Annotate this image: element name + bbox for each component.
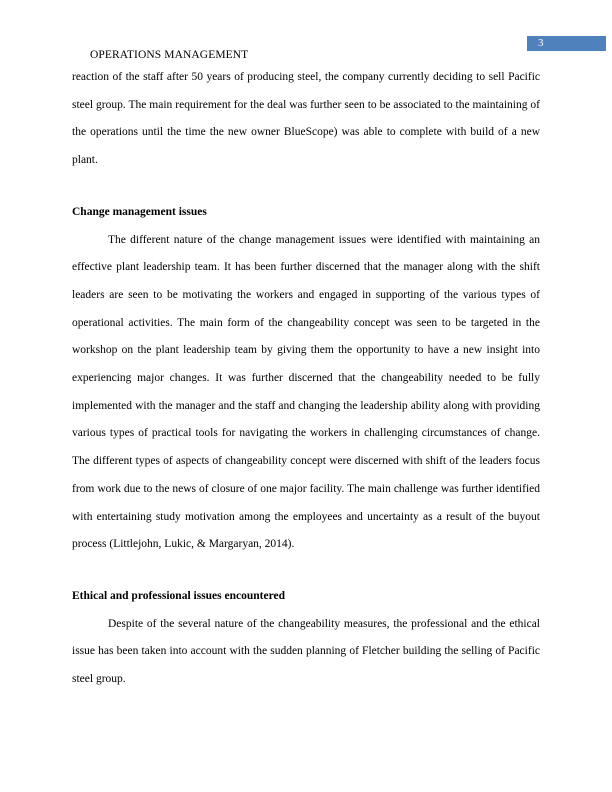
page-number: 3: [527, 36, 606, 51]
section-spacer: [72, 559, 540, 583]
intro-paragraph: reaction of the staff after 50 years of producing steel, the company currently deciding to sell Pacific steel group. The main requirement for the deal was further seen to be associated to the maintaining of the operations until the time the new owner BlueScope) was able to complete with build of a new plant.: [72, 71, 540, 167]
document-body: [72, 64, 540, 694]
section-spacer: [72, 175, 540, 199]
running-head: OPERATIONS MANAGEMENT: [90, 49, 249, 61]
ethical-issues-paragraph: Despite of the several nature of the changeability measures, the professional and the ethical issue has been taken into account with the sudden planning of Fletcher building the selling of Pacific steel group.: [72, 617, 540, 686]
section-heading-ethical-issues: Ethical and professional issues encountered: [72, 589, 285, 602]
section-heading-change-management: Change management issues: [72, 205, 207, 218]
change-management-paragraph: The different nature of the change management issues were identified with maintaining an effective plant leadership team. It has been further discerned that the manager along with the shift leaders are seen to be motivating the workers and engaged in supporting of the various types of operational activities. The main form of the changeability concept was seen to be targeted in the workshop on the plant leadership team by giving them the opportunity to have a new insight into experiencing major changes. It was further discerned that the changeability needed to be fully implemented with the manager and the staff and changing the leadership ability along with providing various types of practical tools for navigating the workers in challenging circumstances of change. The different types of aspects of changeability concept were discerned with shift of the leaders focus from work due to the news of closure of one major facility. The main challenge was further identified with entertaining study motivation among the employees and uncertainty as a result of the buyout process (Littlejohn, Lukic, & Margaryan, 2014).: [72, 233, 540, 551]
